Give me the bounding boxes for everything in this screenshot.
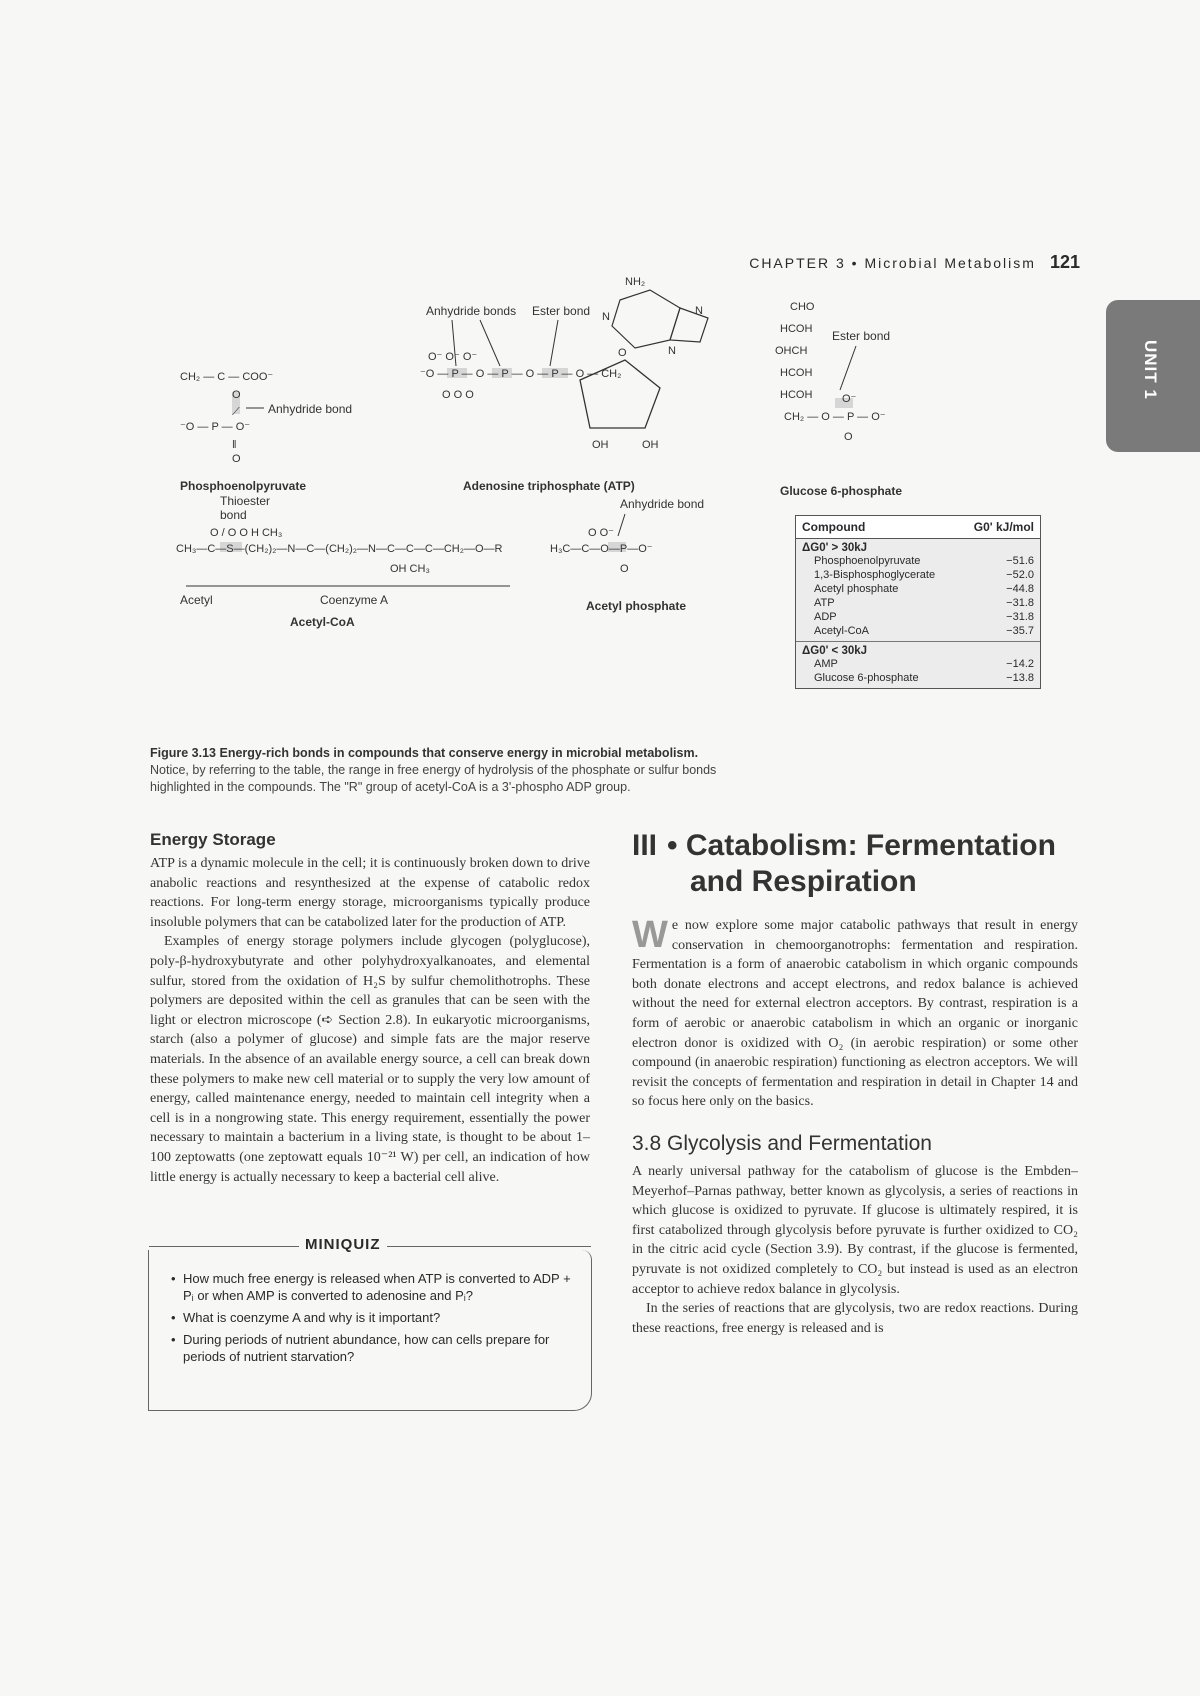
- section-3-8-heading: 3.8 Glycolysis and Fermentation: [632, 1131, 932, 1155]
- part-title-line1: Catabolism: Fermentation: [685, 829, 1056, 862]
- atp-pointer-2: [480, 320, 500, 366]
- svg-text:N: N: [695, 305, 703, 317]
- acp-name: Acetyl phosphate: [586, 599, 687, 613]
- svg-text:‖: ‖: [232, 439, 237, 451]
- page-number: 121: [1049, 252, 1080, 272]
- g6p-ester-label: Ester bond: [832, 329, 891, 343]
- acetyl-label: Acetyl: [180, 593, 213, 607]
- svg-text:O: O: [232, 453, 241, 465]
- running-head: [690, 252, 1080, 273]
- miniquiz-box: [148, 1236, 592, 1411]
- pep-structure: [180, 371, 352, 493]
- table-row: [802, 657, 1034, 671]
- svg-text:CH₂ — C — COO⁻: CH₂ — C — COO⁻: [180, 371, 274, 383]
- table-row: [802, 610, 1034, 624]
- svg-text:OHCH: OHCH: [775, 345, 808, 357]
- pep-name: Phosphoenolpyruvate: [180, 479, 307, 493]
- svg-text:⟋: ⟋: [232, 406, 240, 418]
- table-row: [802, 554, 1034, 568]
- left-column: [150, 830, 590, 1187]
- atp-structure: [420, 276, 708, 493]
- miniquiz-list: [167, 1270, 581, 1365]
- unit-tab-label: UNIT 1: [1141, 340, 1160, 400]
- g6p-pointer: [840, 346, 856, 390]
- unit-tab: [1106, 300, 1200, 452]
- row-value: −13.8: [1006, 672, 1034, 684]
- col-compound: Compound: [802, 520, 866, 534]
- svg-text:N: N: [668, 345, 676, 357]
- row-compound: Phosphoenolpyruvate: [814, 555, 921, 567]
- row-compound: 1,3-Bisphosphoglycerate: [814, 569, 936, 581]
- row-value: −51.6: [1006, 555, 1034, 567]
- svg-text:O: O: [620, 563, 629, 575]
- table-row: [802, 582, 1034, 596]
- svg-text:CHO: CHO: [790, 301, 815, 313]
- svg-text:OH CH₃: OH CH₃: [390, 563, 430, 575]
- table-row: [802, 596, 1034, 610]
- part-intro-paragraph: [632, 916, 1078, 1112]
- table-header: [796, 516, 1040, 539]
- miniquiz-question: • How much free energy is released when ATP is converted to ADP + Pᵢ or when AMP is converted to adenosine and Pᵢ?: [171, 1270, 581, 1304]
- svg-text:OH: OH: [592, 439, 609, 451]
- svg-text:HCOH: HCOH: [780, 367, 813, 379]
- caption-text: Notice, by referring to the table, the range in free energy of hydrolysis of the phosphate or sulfur bonds highlighted in the compounds. The "R" group of acetyl-CoA is a 3'-phospho ADP group.: [150, 763, 717, 794]
- drop-cap: W: [632, 914, 668, 956]
- section-3-8-p1: A nearly universal pathway for the catabolism of glucose is the Embden–Meyerhof–Parnas pathway, better known as glycolysis, a series of reactions in which glucose is oxidized to pyruvate. If glucose is ultimately respired, it is first catabolized through glycolysis before pyruvate is further oxidized to CO₂ in the citric acid cycle (Section 3.9). By contrast, if the glucose is fermented, pyruvate is not oxidized completely to CO₂ but instead is used as an electron acceptor to achieve redox balance in glycolysis.: [632, 1163, 1078, 1297]
- part-heading: [632, 828, 1078, 900]
- bond-highlights: [220, 368, 853, 552]
- row-compound: ATP: [814, 597, 835, 609]
- svg-text:O O⁻: O O⁻: [588, 527, 614, 539]
- row-compound: AMP: [814, 658, 838, 670]
- right-column: [632, 828, 1078, 1338]
- energy-table: [795, 515, 1041, 689]
- miniquiz-question: • What is coenzyme A and why is it important?: [171, 1309, 581, 1326]
- table-row: [802, 624, 1034, 638]
- atp-anhydride-label: Anhydride bonds: [426, 304, 517, 318]
- table-row: [802, 671, 1034, 685]
- col-energy: G0' kJ/mol: [973, 520, 1034, 534]
- acp-pointer: [618, 514, 625, 536]
- part-title-line2: and Respiration: [690, 865, 917, 898]
- row-compound: ADP: [814, 611, 837, 623]
- part-separator: •: [667, 829, 678, 862]
- acetyl-coa-name: Acetyl-CoA: [290, 615, 355, 629]
- table-row: [802, 568, 1034, 582]
- caption-title: Energy-rich bonds in compounds that conserve energy in microbial metabolism.: [219, 746, 699, 760]
- section-3-8-p2: In the series of reactions that are glycolysis, two are redox reactions. During these reactions, free energy is released and is: [632, 1301, 1078, 1336]
- atp-name: Adenosine triphosphate (ATP): [463, 479, 635, 493]
- miniquiz-title: MINIQUIZ: [299, 1236, 387, 1253]
- svg-text:O⁻ O⁻ O⁻: O⁻ O⁻ O⁻: [428, 351, 478, 363]
- svg-text:O / O: O / O O H CH₃: [210, 527, 283, 539]
- figure-caption: [150, 745, 740, 796]
- group-high-label: ΔG0' > 30kJ: [802, 542, 868, 554]
- svg-text:⁻O — P — O⁻: ⁻O — P — O⁻: [180, 421, 251, 433]
- svg-text:⁻O — P — O — P — O — P — O — C: ⁻O — P — O — P — O — P — O — CH₂: [420, 368, 622, 380]
- svg-text:N: N: [602, 311, 610, 323]
- svg-text:CH₂ — O — P — O⁻: CH₂ — O — P — O⁻: [784, 411, 886, 423]
- svg-text:HCOH: HCOH: [780, 389, 813, 401]
- row-compound: Acetyl phosphate: [814, 583, 899, 595]
- atp-ester-label: Ester bond: [532, 304, 591, 318]
- thioester-label-2: bond: [220, 508, 247, 522]
- g6p-name: Glucose 6-phosphate: [780, 484, 903, 498]
- svg-text:O⁻: O⁻: [842, 393, 857, 405]
- svg-text:O: O: [618, 347, 627, 359]
- energy-storage-p1: ATP is a dynamic molecule in the cell; it is continuously broken down to drive anabolic reactions and resynthesized at the expense of catabolic redox reactions. For long-term energy storage, microorganisms typically produce insoluble polymers that can be catabolized later for the production of ATP.: [150, 856, 590, 930]
- thioester-label-1: Thioester: [220, 494, 271, 508]
- row-value: −31.8: [1006, 597, 1034, 609]
- svg-text:O: O: [232, 389, 241, 401]
- table-group-high: [796, 539, 1040, 642]
- svg-text:HCOH: HCOH: [780, 323, 813, 335]
- svg-text:OH: OH: [642, 439, 659, 451]
- acetyl-phosphate-structure: [550, 497, 704, 613]
- svg-text:NH₂: NH₂: [625, 276, 646, 288]
- table-group-low: [796, 642, 1040, 688]
- atp-pointer-3: [550, 320, 558, 366]
- svg-text:H₃C—C—O—P—O⁻: H₃C—C—O—P—O⁻: [550, 543, 653, 555]
- coa-label: Coenzyme A: [320, 593, 389, 607]
- row-value: −31.8: [1006, 611, 1034, 623]
- part-numeral: III: [632, 829, 658, 862]
- svg-text:O: O: [844, 431, 853, 443]
- row-value: −44.8: [1006, 583, 1034, 595]
- running-head-text: CHAPTER 3 • Microbial Metabolism: [749, 255, 1036, 271]
- row-value: −52.0: [1006, 569, 1034, 581]
- acp-bond-label: Anhydride bond: [620, 497, 705, 511]
- row-compound: Glucose 6-phosphate: [814, 672, 919, 684]
- pep-bond-label: Anhydride bond: [268, 402, 353, 416]
- energy-storage-p2: Examples of energy storage polymers include glycogen (polyglucose), poly-β-hydroxybutyrate and other polyhydroxyalkanoates, and elemental sulfur, stored from the oxidation of H₂S by sulfur chemolithotrophs. These polymers are deposited within the cell as granules that can be seen with the light or electron microscope (➪ Section 2.8). In eukaryotic microorganisms, starch (also a polymer of glucose) and simple fats are the major reserve materials. In the absence of an available energy source, a cell can break down these polymers to make new cell material or to supply the very low amount of energy, called maintenance energy, needed to maintain cell integrity when a cell is in a nongrowing state. This energy requirement, essentially the power necessary to maintain a bacterium in a living state, is thought to be about 1–100 zeptowatts (one zeptowatt equals 10⁻²¹ W) per cell, an indication of how little energy is actually necessary to keep a bacterial cell alive.: [150, 934, 590, 1185]
- svg-text:CH₃—C—S—(CH₂)₂—N—C—(CH₂)₂—N—C—: CH₃—C—S—(CH₂)₂—N—C—(CH₂)₂—N—C—C—C—CH₂—O—R: [176, 543, 503, 555]
- part-intro-text: e now explore some major catabolic pathways that result in energy conservation in chemoorganotrophs: fermentation and respiration. Fermentation is a form of anaerobic catabolism in which organic compounds both donate electrons and accept electrons, and redox balance is achieved without the need for external electron acceptors. By contrast, respiration is a form of aerobic or anaerobic catabolism in which an organic or inorganic electron donor is oxidized with O₂ (in aerobic respiration) or some other compound (in anaerobic respiration) functioning as electron acceptors. We will revisit the concepts of fermentation and respiration in detail in Chapter 14 and so focus here only on the basics.: [632, 918, 1078, 1110]
- row-compound: Acetyl-CoA: [814, 625, 870, 637]
- energy-storage-heading: Energy Storage: [150, 830, 276, 849]
- row-value: −35.7: [1006, 625, 1034, 637]
- group-low-label: ΔG0' < 30kJ: [802, 645, 868, 657]
- acetyl-coa-structure: [176, 494, 510, 629]
- row-value: −14.2: [1006, 658, 1034, 670]
- caption-label: Figure 3.13: [150, 746, 216, 760]
- miniquiz-question: • During periods of nutrient abundance, how can cells prepare for periods of nutrient starvation?: [171, 1331, 581, 1365]
- svg-text:O O O: O O O: [442, 389, 474, 401]
